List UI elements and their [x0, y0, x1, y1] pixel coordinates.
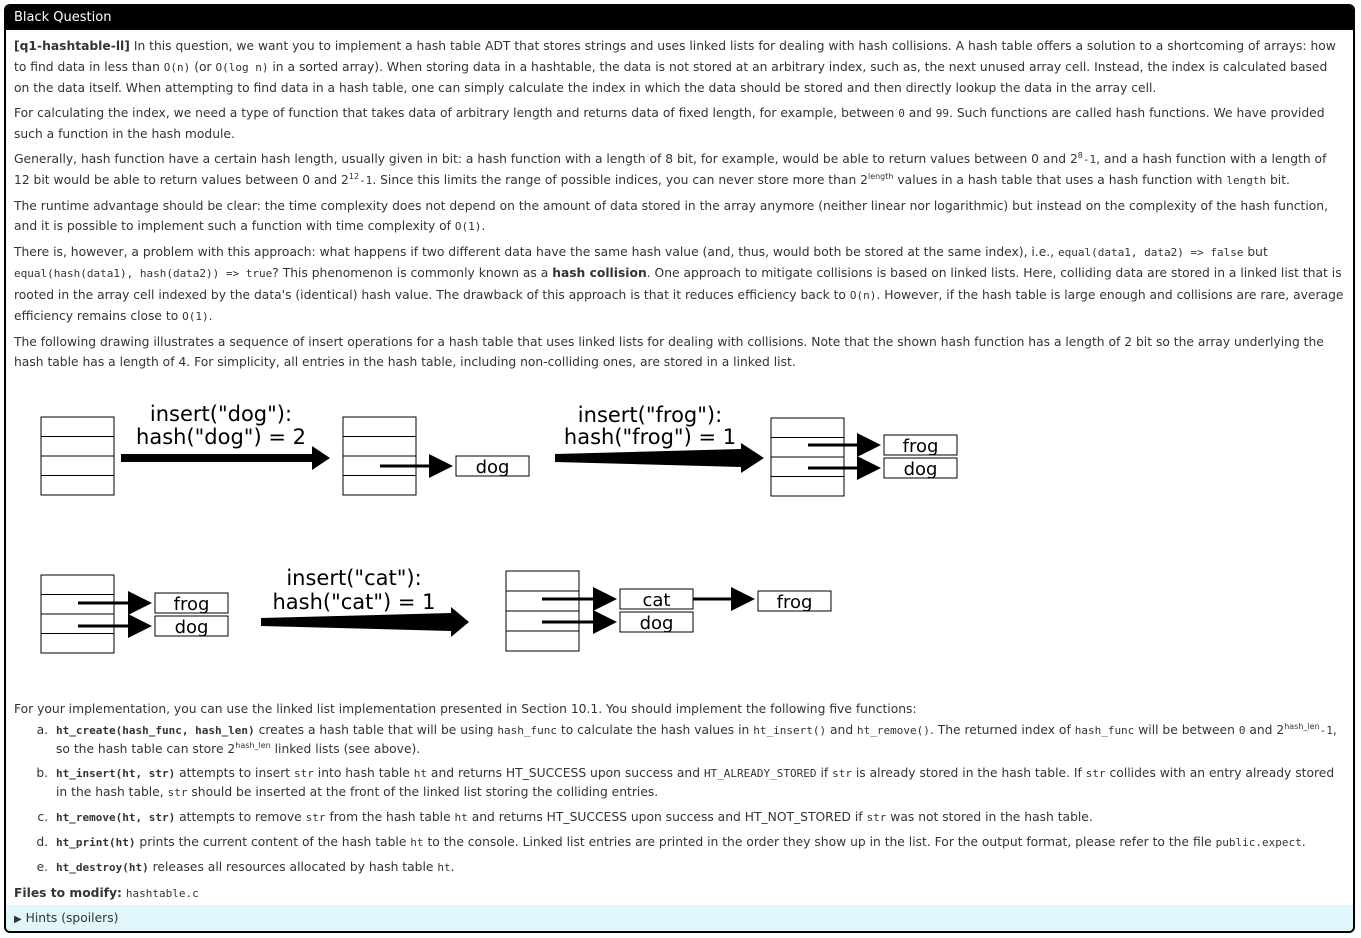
- text: linked lists (see above).: [270, 742, 421, 756]
- text: .: [481, 219, 486, 233]
- text: and: [904, 105, 936, 120]
- node-label: dog: [174, 616, 209, 638]
- question-body: [6, 30, 1353, 905]
- intro-paragraph-6: The following drawing illustrates a sequence of insert operations for a hash table that uses linked lists for dealing with collisions. Note that the shown hash function has a length of 2 bit so the array underlying the hash table has a length of 4. For simplicity, all entries in the hash table, including non-colliding ones, are stored in a linked list.: [14, 334, 1324, 369]
- text: was not stored in the hash table.: [886, 810, 1093, 824]
- code: O(1): [454, 220, 482, 233]
- hash-table-diagram: [14, 377, 1345, 699]
- hash-table-after-dog: [343, 417, 529, 495]
- hints-toggle[interactable]: [6, 905, 1353, 931]
- code: O(n): [163, 60, 191, 74]
- function-name: ht_destroy(ht): [56, 861, 149, 874]
- code: hash_func: [497, 724, 557, 737]
- text: creates a hash table that will be using: [254, 723, 498, 737]
- text: bit.: [1266, 173, 1290, 187]
- code: equal(hash(data1), hash(data2)) => true: [14, 267, 273, 280]
- superscript: 8: [1077, 150, 1083, 160]
- text: . The returned index of: [929, 723, 1075, 737]
- text: is already stored in the hash table. If: [851, 766, 1086, 780]
- files-label: Files to modify:: [14, 886, 122, 900]
- text: releases all resources allocated by hash table: [148, 860, 438, 874]
- panel-title: Black Question: [6, 6, 1353, 30]
- code: str: [866, 811, 887, 824]
- intro-paragraph-4: [14, 196, 1345, 238]
- code: str: [305, 811, 326, 824]
- code: O(log n): [215, 60, 269, 74]
- text: if: [816, 766, 833, 780]
- text: . One approach to mitigate collisions is based on linked lists. Here, colliding data are stored in a linked list that is rooted in the array cell indexed by the data's (identical) hash value. The drawback of this approach is that it reduces efficiency back to: [14, 266, 1342, 302]
- code: HT_ALREADY_STORED: [703, 767, 817, 780]
- code: 99: [935, 106, 950, 120]
- files-to-modify: [14, 883, 1345, 905]
- code: 0: [1238, 724, 1246, 737]
- node-label: dog: [639, 612, 674, 634]
- list-item: [52, 833, 1345, 852]
- text: and returns HT_SUCCESS upon success and: [427, 766, 704, 780]
- text: into hash table: [313, 766, 414, 780]
- text: attempts to remove: [175, 810, 306, 824]
- text: , and a hash function with a length of 12 bit would be able to return values between 0 and 2: [14, 151, 1327, 187]
- text: and: [826, 723, 858, 737]
- list-item: [52, 808, 1345, 827]
- code: ht: [437, 861, 451, 874]
- text: In this question, we want you to implement a hash table ADT that stores strings and uses linked lists for dealing with hash collisions. A hash table offers a solution to a shortcoming of arrays: how to find data in less than: [14, 39, 1336, 74]
- text: should be inserted at the front of the linked list storing the colliding entries.: [187, 785, 659, 799]
- text: .: [1301, 835, 1306, 849]
- operation-label: insert("dog"):: [149, 401, 293, 426]
- text: in a sorted array). When storing data in a hashtable, the data is not stored at an arbitrary index, such as, the next unused array cell. Instead, the index is calculated based on the data itself. When attempting to find data in a hash table, one can simply calculate the index in which the data should be stored and then directly lookup the data in the array cell.: [14, 59, 1328, 95]
- intro-paragraph-1: [14, 36, 1345, 99]
- code: 0: [898, 106, 905, 120]
- disclosure-triangle-icon: ▶: [14, 914, 22, 925]
- text: For calculating the index, we need a type of function that takes data of arbitrary length and returns data of fixed length, for example, between: [14, 105, 899, 120]
- text: values in a hash table that uses a hash function with: [893, 173, 1227, 187]
- operation-label: insert("frog"):: [577, 402, 723, 427]
- text: collides with an entry already stored in the hash table,: [56, 766, 1335, 799]
- text: to the console. Linked list entries are printed in the order they show up in the list. For the output format, please refer to the file: [423, 835, 1216, 849]
- hints-label: Hints (spoilers): [25, 911, 119, 925]
- code: hash_func: [1074, 724, 1135, 737]
- text: .: [450, 860, 455, 874]
- node-label: dog: [475, 456, 510, 478]
- superscript: length: [867, 171, 894, 181]
- function-list: [14, 721, 1345, 877]
- hash-table-after-frog: [771, 418, 957, 496]
- text: prints the current content of the hash table: [135, 835, 411, 849]
- code: ht: [413, 767, 428, 780]
- superscript: 12: [348, 171, 360, 181]
- code: ht_remove(): [857, 724, 930, 737]
- superscript: hash_len: [1284, 721, 1320, 731]
- node-label: dog: [903, 458, 938, 480]
- text: The runtime advantage should be clear: the time complexity does not depend on the amount of data stored in the array anymore (neither linear nor logarithmic) but instead on the complexity of the hash function, and it is possible to implement such a function with time complexity of: [14, 198, 1328, 233]
- code: length: [1226, 174, 1267, 187]
- node-label: frog: [173, 593, 210, 615]
- code: str: [832, 767, 852, 780]
- implementation-intro: For your implementation, you can use the linked list implementation presented in Section 10.1. You should implement the following five functions:: [14, 701, 917, 716]
- text: (or: [190, 59, 216, 74]
- superscript: hash_len: [235, 740, 271, 750]
- text: There is, however, a problem with this approach: what happens if two different data have the same hash value (and, thus, would both be stored at the same index), i.e.,: [14, 244, 1059, 259]
- list-item: [52, 858, 1345, 877]
- function-name: ht_remove(ht, str): [56, 811, 176, 824]
- operation-label: hash("cat") = 1: [272, 589, 436, 614]
- function-name: ht_insert(ht, str): [56, 767, 176, 780]
- operation-arrow: [121, 446, 330, 470]
- node-label: frog: [776, 591, 813, 613]
- operation-label: hash("dog") = 2: [136, 424, 306, 449]
- code: -1: [359, 174, 373, 187]
- question-id: [q1-hashtable-ll]: [14, 39, 130, 53]
- intro-paragraph-2: [14, 103, 1345, 145]
- operation-label: insert("cat"):: [286, 565, 422, 590]
- text: . Since this limits the range of possible indices, you can never store more than 2: [372, 173, 868, 187]
- list-item: [52, 764, 1345, 802]
- node-label: cat: [642, 589, 671, 611]
- code: ht: [410, 836, 424, 849]
- text: will be between: [1134, 723, 1239, 737]
- text: .: [208, 309, 213, 323]
- text: to calculate the hash values in: [557, 723, 754, 737]
- code: ht: [454, 811, 468, 824]
- text: from the hash table: [325, 810, 455, 824]
- text: . However, if the hash table is large enough and collisions are rare, average efficiency remains close to: [14, 287, 1344, 323]
- code: ht_insert(): [753, 724, 827, 737]
- text: and 2: [1245, 723, 1285, 737]
- text: and returns HT_SUCCESS upon success and HT_NOT_STORED if: [467, 810, 867, 824]
- code: -1: [1082, 152, 1097, 166]
- node-label: frog: [902, 435, 939, 457]
- operation-label: hash("frog") = 1: [563, 424, 737, 449]
- code: O(1): [182, 310, 209, 323]
- code: str: [294, 767, 314, 780]
- question-panel: [4, 4, 1355, 933]
- term-hash-collision: hash collision: [552, 266, 647, 280]
- file-name: hashtable.c: [125, 887, 199, 900]
- code: str: [167, 786, 188, 799]
- list-item: [52, 721, 1345, 758]
- function-name: ht_create(hash_func, hash_len): [56, 724, 255, 737]
- text: Generally, hash function have a certain hash length, usually given in bit: a hash function with a length of 8 bit, for example, would be able to return values between 0 and 2: [14, 151, 1078, 166]
- code: equal(data1, data2) => false: [1058, 245, 1244, 259]
- intro-paragraph-3: [14, 149, 1345, 192]
- code: str: [1085, 767, 1106, 780]
- code: O(n): [849, 288, 877, 302]
- diagram-svg: [14, 377, 1354, 699]
- text: . Such functions are called hash functions. We have provided such a function in the hash module.: [14, 105, 1325, 141]
- function-name: ht_print(ht): [56, 836, 136, 849]
- code: public.expect: [1215, 836, 1302, 849]
- text: , so the hash table can store 2: [56, 723, 1337, 756]
- text: but: [1243, 244, 1268, 259]
- code: -1: [1319, 724, 1333, 737]
- text: ? This phenomenon is commonly known as a: [272, 266, 553, 280]
- hash-table-empty: [41, 417, 114, 495]
- intro-paragraph-5: [14, 242, 1345, 328]
- text: attempts to insert: [175, 766, 295, 780]
